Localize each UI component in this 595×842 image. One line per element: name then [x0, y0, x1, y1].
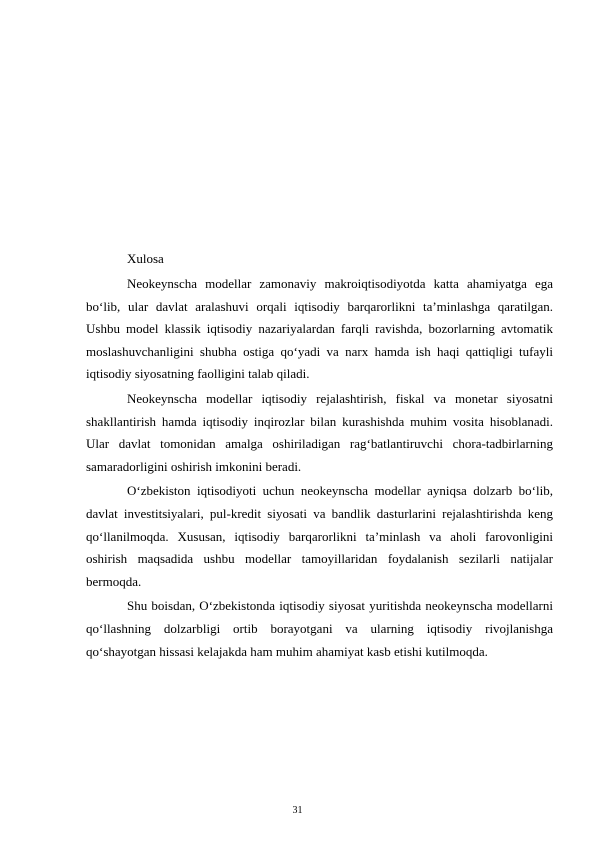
- page-number: 31: [292, 805, 303, 816]
- paragraph-2: Neokeynscha modellar iqtisodiy rejalashtirish, fiskal va monetar siyosatni shakllantirish hamda iqtisodiy inqirozlar bilan kurashishda muhim vosita hisoblanadi. Ular davlat tomonidan amalga oshiriladigan rag‘batlantiruvchi chora-tadbirlarning samaradorligini oshirish imkonini beradi.: [86, 390, 553, 474]
- paragraph-4: Shu boisdan, O‘zbekistonda iqtisodiy siyosat yuritishda neokeynscha modellarni qo‘llashning dolzarbligi ortib borayotgani va ularning iqtisodiy rivojlanishga qo‘shayotgan hissasi kelajakda ham muhim ahamiyat kasb etishi kutilmoqda.: [86, 598, 553, 659]
- page-body: [86, 248, 553, 665]
- paragraph-3: O‘zbekiston iqtisodiyoti uchun neokeynscha modellar ayniqsa dolzarb bo‘lib, davlat investitsiyalari, pul-kredit siyosati va bandlik dasturlarini rejalashtirishda keng qo‘llanilmoqda. Xususan, iqtisodiy barqarorlikni ta’minlash va aholi farovonligini oshirish maqsadida ushbu modellar tamoyillaridan foydalanish sezilarli natijalar bermoqda.: [86, 483, 553, 589]
- section-heading: Xulosa: [127, 251, 164, 266]
- paragraph-1: Neokeynscha modellar zamonaviy makroiqtisodiyotda katta ahamiyatga ega bo‘lib, ular davlat aralashuvi orqali iqtisodiy barqarorlikni ta’minlashga qaratilgan. Ushbu model klassik iqtisodiy nazariyalardan farqli ravishda, bozorlarning avtomatik moslashuvchanligini shubha ostiga qo‘yadi va narx hamda ish haqi qattiqligi tufayli iqtisodiy siyosatning faolligini talab qiladi.: [86, 276, 553, 382]
